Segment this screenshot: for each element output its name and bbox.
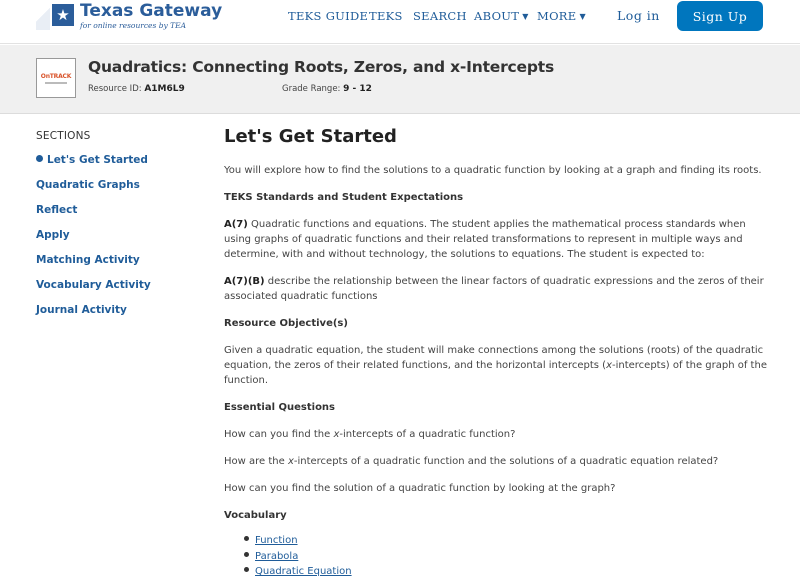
logo-decoration <box>36 0 50 30</box>
nav-link-about[interactable] <box>474 9 529 23</box>
nav-link-more-label: MORE <box>537 9 577 23</box>
list-item <box>244 533 770 549</box>
question-text-part: -intercepts of a quadratic function and the solutions of a quadratic equation related? <box>293 456 719 467</box>
question-2 <box>224 454 770 469</box>
sidebar-item-label: Let's Get Started <box>47 154 148 166</box>
vocab-link-quadratic-equation[interactable]: Quadratic Equation <box>255 566 352 577</box>
texas-gateway-logo[interactable] <box>36 0 236 34</box>
bullet-icon <box>244 567 249 572</box>
section-title: Let's Get Started <box>224 126 397 147</box>
objective-text-part: -intercepts) of the graph of the function. <box>224 360 767 386</box>
teks-code: A(7)(B) <box>224 276 265 287</box>
resource-title: Quadratics: Connecting Roots, Zeros, and x-Intercepts <box>88 58 554 76</box>
nav-link-teks-guide[interactable]: TEKS GUIDE <box>288 9 369 23</box>
grade-range-value: 9 - 12 <box>343 84 372 94</box>
sidebar-item-journal-activity[interactable]: Journal Activity <box>36 304 127 316</box>
teks-code: A(7) <box>224 219 248 230</box>
sidebar-item-lets-get-started[interactable] <box>36 153 196 178</box>
star-icon: ★ <box>52 4 74 26</box>
bullet-icon <box>244 536 249 541</box>
bullet-icon <box>244 552 249 557</box>
question-x: x <box>333 429 340 440</box>
sidebar-item-apply[interactable]: Apply <box>36 229 70 241</box>
grade-range <box>282 84 372 94</box>
teks-text: describe the relationship between the linear factors of quadratic expressions and the zeros of their associated quadratic functions <box>224 276 764 302</box>
logo-title: Texas Gateway <box>80 1 223 21</box>
vocab-link-function[interactable]: Function <box>255 535 298 546</box>
intro-text: You will explore how to find the solutions to a quadratic function by looking at a graph and finding its roots. <box>224 165 762 176</box>
teks-standard-a7 <box>224 217 770 262</box>
question-3: How can you find the solution of a quadratic function by looking at the graph? <box>224 483 616 494</box>
sidebar-item-quadratic-graphs[interactable]: Quadratic Graphs <box>36 179 140 191</box>
question-text-part: How are the <box>224 456 288 467</box>
sidebar-item-matching-activity[interactable]: Matching Activity <box>36 254 140 266</box>
objective-text <box>224 343 770 388</box>
objective-x: x <box>606 360 612 371</box>
grade-range-label: Grade Range: <box>282 84 341 94</box>
question-x: x <box>287 456 294 467</box>
question-text-part: -intercepts of a quadratic function? <box>339 429 516 440</box>
vocabulary-heading: Vocabulary <box>224 510 287 521</box>
badge-text: OnTRACK <box>40 72 72 80</box>
resource-id-value: A1M6L9 <box>144 84 185 94</box>
nav-link-about-label: ABOUT <box>474 9 520 23</box>
active-dot-icon <box>36 155 43 162</box>
caret-down-icon: ▼ <box>522 12 529 21</box>
teks-heading: TEKS Standards and Student Expectations <box>224 192 464 203</box>
list-item <box>244 564 770 580</box>
caret-down-icon: ▼ <box>579 12 586 21</box>
badge-decoration <box>45 82 67 84</box>
resource-id <box>88 84 185 94</box>
sections-heading: SECTIONS <box>36 130 91 142</box>
sidebar-item-reflect[interactable]: Reflect <box>36 204 78 216</box>
nav-link-teks[interactable]: TEKS <box>369 9 403 23</box>
essential-questions-heading: Essential Questions <box>224 402 336 413</box>
main-content <box>224 126 770 580</box>
resource-id-label: Resource ID: <box>88 84 142 94</box>
objective-heading: Resource Objective(s) <box>224 318 348 329</box>
vocabulary-list <box>244 533 770 580</box>
sidebar-item-vocabulary-activity[interactable]: Vocabulary Activity <box>36 279 151 291</box>
list-item <box>244 549 770 565</box>
objective-text-part: Given a quadratic equation, the student will make connections among the solutions (roots) of the quadratic equation, the zeros of their related functions, and the horizontal intercepts ( <box>224 345 764 371</box>
signup-button[interactable]: Sign Up <box>677 1 763 31</box>
teks-standard-a7b <box>224 274 770 304</box>
vocab-link-parabola[interactable]: Parabola <box>255 550 299 562</box>
question-text-part: How can you find the <box>224 429 334 440</box>
logo-subtitle: for online resources by TEA <box>80 21 187 30</box>
resource-header <box>0 45 800 114</box>
sections-sidebar <box>36 130 196 328</box>
nav-link-search[interactable]: SEARCH <box>413 9 467 23</box>
teks-text: Quadratic functions and equations. The student applies the mathematical process standards when using graphs of quadratic functions and their related transformations to represent in multiple ways and determine, with and without technology, the solutions to equations. The student is expected to: <box>224 219 746 260</box>
question-1 <box>224 427 770 442</box>
ontrack-badge <box>36 58 76 98</box>
login-link[interactable]: Log in <box>617 8 660 23</box>
nav-link-more[interactable] <box>537 9 586 23</box>
top-navigation <box>0 0 800 44</box>
